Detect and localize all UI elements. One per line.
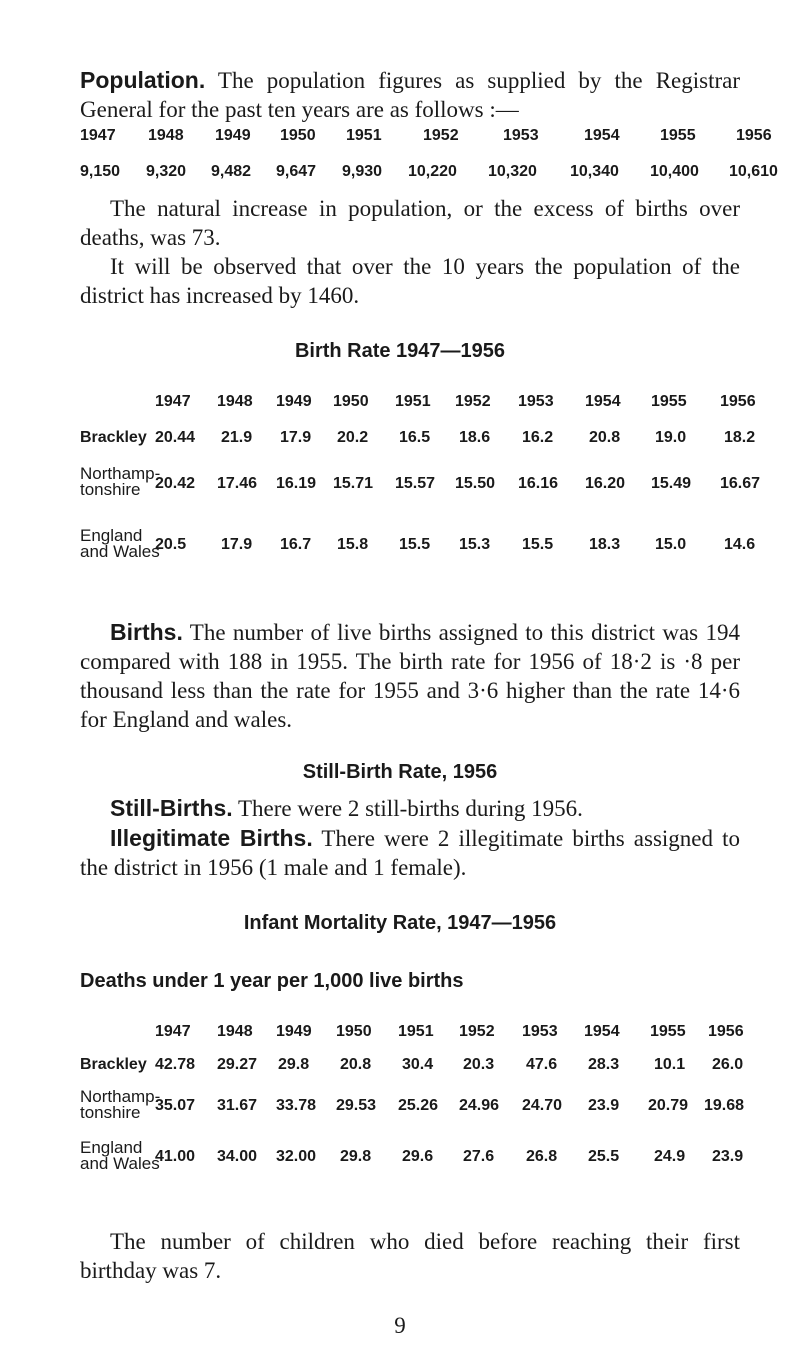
- row-label-line: and Wales: [80, 1154, 160, 1173]
- birth-rate-cell: 15.5: [399, 536, 431, 553]
- infant-mortality-row-label: [80, 1140, 160, 1172]
- natural-increase-text: The natural increase in population, or the excess of births over deaths, was 73.: [80, 196, 740, 250]
- infant-mortality-year: 1948: [217, 1023, 253, 1040]
- birth-rate-year: 1954: [585, 393, 621, 410]
- infant-mortality-cell: 32.00: [276, 1148, 317, 1165]
- birth-rate-year: 1955: [651, 393, 687, 410]
- infant-mortality-cell: 29.27: [217, 1056, 258, 1073]
- row-label-line: England: [80, 526, 143, 545]
- infant-mortality-year: 1947: [155, 1023, 191, 1040]
- infant-mortality-cell: 29.8: [278, 1056, 310, 1073]
- infant-mortality-cell: 19.68: [704, 1097, 745, 1114]
- infant-mortality-cell: 29.53: [336, 1097, 377, 1114]
- infant-mortality-year: 1954: [584, 1023, 620, 1040]
- population-year: 1955: [660, 127, 696, 144]
- birth-rate-year: 1950: [333, 393, 369, 410]
- birth-rate-cell: 16.67: [720, 475, 761, 492]
- row-label-line: England: [80, 1138, 143, 1157]
- infant-mortality-cell: 27.6: [463, 1148, 495, 1165]
- birth-rate-year: 1956: [720, 393, 756, 410]
- population-value: 10,610: [729, 163, 778, 180]
- infant-mortality-cell: 26.8: [526, 1148, 558, 1165]
- births-text: The number of live births assigned to this district was 194 compared with 188 in 1955. The birth rate for 1956 of 18·2 is ·8 per thousand less than the rate for 1955 and 3·6 higher than the rate 14·6 for England and wales.: [80, 620, 740, 732]
- birth-rate-year: 1949: [276, 393, 312, 410]
- infant-mortality-cell: 10.1: [654, 1056, 686, 1073]
- population-year: 1949: [215, 127, 251, 144]
- infant-mortality-year: 1951: [398, 1023, 434, 1040]
- increase-note-text: It will be observed that over the 10 years the population of the district has increased by 1460.: [80, 254, 740, 308]
- infant-mortality-cell: 20.79: [648, 1097, 689, 1114]
- birth-rate-cell: 16.19: [276, 475, 317, 492]
- infant-deaths-note: [80, 1227, 740, 1285]
- still-births-paragraph: [80, 794, 740, 823]
- still-births-heading: Still-Births.: [110, 795, 233, 821]
- population-year: 1947: [80, 127, 116, 144]
- infant-mortality-cell: 31.67: [217, 1097, 258, 1114]
- infant-deaths-note-text: The number of children who died before reaching their first birthday was 7.: [80, 1229, 740, 1283]
- infant-mortality-year: 1952: [459, 1023, 495, 1040]
- row-label-line: and Wales: [80, 542, 160, 561]
- infant-mortality-cell: 47.6: [526, 1056, 558, 1073]
- population-value: 10,320: [488, 163, 537, 180]
- birth-rate-cell: 20.5: [155, 536, 187, 553]
- still-birth-rate-title: Still-Birth Rate, 1956: [302, 761, 498, 783]
- infant-mortality-cell: 20.8: [340, 1056, 372, 1073]
- illegitimate-text: There were 2 illegitimate births assigned to the district in 1956 (1 male and 1 female).: [80, 826, 740, 880]
- birth-rate-cell: 15.8: [337, 536, 369, 553]
- infant-mortality-cell: 30.4: [402, 1056, 434, 1073]
- birth-rate-title: Birth Rate 1947—1956: [294, 340, 506, 362]
- infant-mortality-cell: 33.78: [276, 1097, 317, 1114]
- infant-mortality-year: 1956: [708, 1023, 744, 1040]
- infant-mortality-cell: 41.00: [155, 1148, 196, 1165]
- infant-mortality-year: 1955: [650, 1023, 686, 1040]
- population-heading: Population.: [80, 67, 206, 93]
- birth-rate-cell: 20.8: [589, 429, 621, 446]
- infant-mortality-row-label: [80, 1089, 160, 1121]
- birth-rate-cell: 15.5: [522, 536, 554, 553]
- births-paragraph: [80, 618, 740, 734]
- birth-rate-row-label: [80, 528, 160, 560]
- birth-rate-cell: 15.49: [651, 475, 692, 492]
- population-year: 1953: [503, 127, 539, 144]
- birth-rate-year: 1953: [518, 393, 554, 410]
- infant-mortality-cell: 23.9: [588, 1097, 620, 1114]
- birth-rate-cell: 17.9: [221, 536, 253, 553]
- illegitimate-paragraph: [80, 824, 740, 882]
- infant-mortality-cell: 29.8: [340, 1148, 372, 1165]
- illegitimate-heading: Illegitimate Births.: [110, 825, 313, 851]
- population-value: 9,150: [80, 163, 121, 180]
- birth-rate-cell: 17.9: [280, 429, 312, 446]
- infant-mortality-cell: 23.9: [712, 1148, 744, 1165]
- infant-mortality-title: Infant Mortality Rate, 1947—1956: [243, 912, 557, 934]
- birth-rate-cell: 15.0: [655, 536, 687, 553]
- infant-mortality-cell: 34.00: [217, 1148, 258, 1165]
- birth-rate-cell: 14.6: [724, 536, 756, 553]
- infant-mortality-cell: 24.9: [654, 1148, 686, 1165]
- infant-mortality-cell: 35.07: [155, 1097, 196, 1114]
- birth-rate-cell: 15.57: [395, 475, 436, 492]
- birth-rate-cell: 16.5: [399, 429, 431, 446]
- row-label-line: tonshire: [80, 1103, 141, 1122]
- population-year: 1948: [148, 127, 184, 144]
- birth-rate-year: 1948: [217, 393, 253, 410]
- birth-rate-cell: 18.6: [459, 429, 491, 446]
- birth-rate-cell: 16.16: [518, 475, 559, 492]
- birth-rate-cell: 17.46: [217, 475, 258, 492]
- population-year: 1952: [423, 127, 459, 144]
- birth-rate-cell: 20.2: [337, 429, 369, 446]
- population-value: 9,482: [211, 163, 252, 180]
- infant-mortality-year: 1953: [522, 1023, 558, 1040]
- birth-rate-cell: 20.44: [155, 429, 196, 446]
- birth-rate-year: 1951: [395, 393, 431, 410]
- birth-rate-cell: 16.7: [280, 536, 312, 553]
- birth-rate-cell: 16.2: [522, 429, 554, 446]
- infant-mortality-cell: 42.78: [155, 1056, 196, 1073]
- birth-rate-cell: 20.42: [155, 475, 196, 492]
- population-year: 1950: [280, 127, 316, 144]
- population-year: 1956: [736, 127, 772, 144]
- population-year: 1954: [584, 127, 620, 144]
- birth-rate-year: 1947: [155, 393, 191, 410]
- row-label-line: Northamp-: [80, 464, 161, 483]
- population-value: 9,320: [146, 163, 187, 180]
- birth-rate-cell: 21.9: [221, 429, 253, 446]
- infant-mortality-cell: 26.0: [712, 1056, 744, 1073]
- birth-rate-row-label: Brackley: [80, 429, 147, 446]
- infant-mortality-cell: 25.5: [588, 1148, 620, 1165]
- infant-mortality-cell: 24.96: [459, 1097, 500, 1114]
- birth-rate-cell: 15.3: [459, 536, 491, 553]
- infant-mortality-cell: 20.3: [463, 1056, 495, 1073]
- infant-mortality-cell: 29.6: [402, 1148, 434, 1165]
- still-births-text: There were 2 still-births during 1956.: [232, 796, 583, 821]
- population-value: 10,340: [570, 163, 619, 180]
- birth-rate-cell: 16.20: [585, 475, 626, 492]
- population-value: 9,647: [276, 163, 317, 180]
- population-value: 9,930: [342, 163, 383, 180]
- birth-rate-cell: 19.0: [655, 429, 687, 446]
- infant-mortality-year: 1950: [336, 1023, 372, 1040]
- infant-mortality-row-label: Brackley: [80, 1056, 147, 1073]
- birth-rate-cell: 18.3: [589, 536, 621, 553]
- birth-rate-year: 1952: [455, 393, 491, 410]
- infant-mortality-cell: 24.70: [522, 1097, 563, 1114]
- infant-mortality-subtitle: Deaths under 1 year per 1,000 live births: [80, 970, 464, 992]
- birth-rate-cell: 15.50: [455, 475, 496, 492]
- infant-mortality-cell: 25.26: [398, 1097, 439, 1114]
- infant-mortality-year: 1949: [276, 1023, 312, 1040]
- population-text: The population figures as supplied by the Registrar General for the past ten years are as follows :—: [80, 68, 740, 122]
- increase-note-paragraph: [80, 252, 740, 310]
- population-year: 1951: [346, 127, 382, 144]
- row-label-line: Northamp-: [80, 1087, 161, 1106]
- population-value: 10,220: [408, 163, 457, 180]
- population-value: 10,400: [650, 163, 699, 180]
- birth-rate-row-label: [80, 466, 160, 498]
- birth-rate-cell: 18.2: [724, 429, 756, 446]
- infant-mortality-cell: 28.3: [588, 1056, 620, 1073]
- births-heading: Births.: [110, 619, 183, 645]
- row-label-line: tonshire: [80, 480, 141, 499]
- page-number: 9: [394, 1313, 406, 1338]
- natural-increase-paragraph: [80, 194, 740, 252]
- birth-rate-cell: 15.71: [333, 475, 374, 492]
- population-paragraph: [80, 66, 740, 124]
